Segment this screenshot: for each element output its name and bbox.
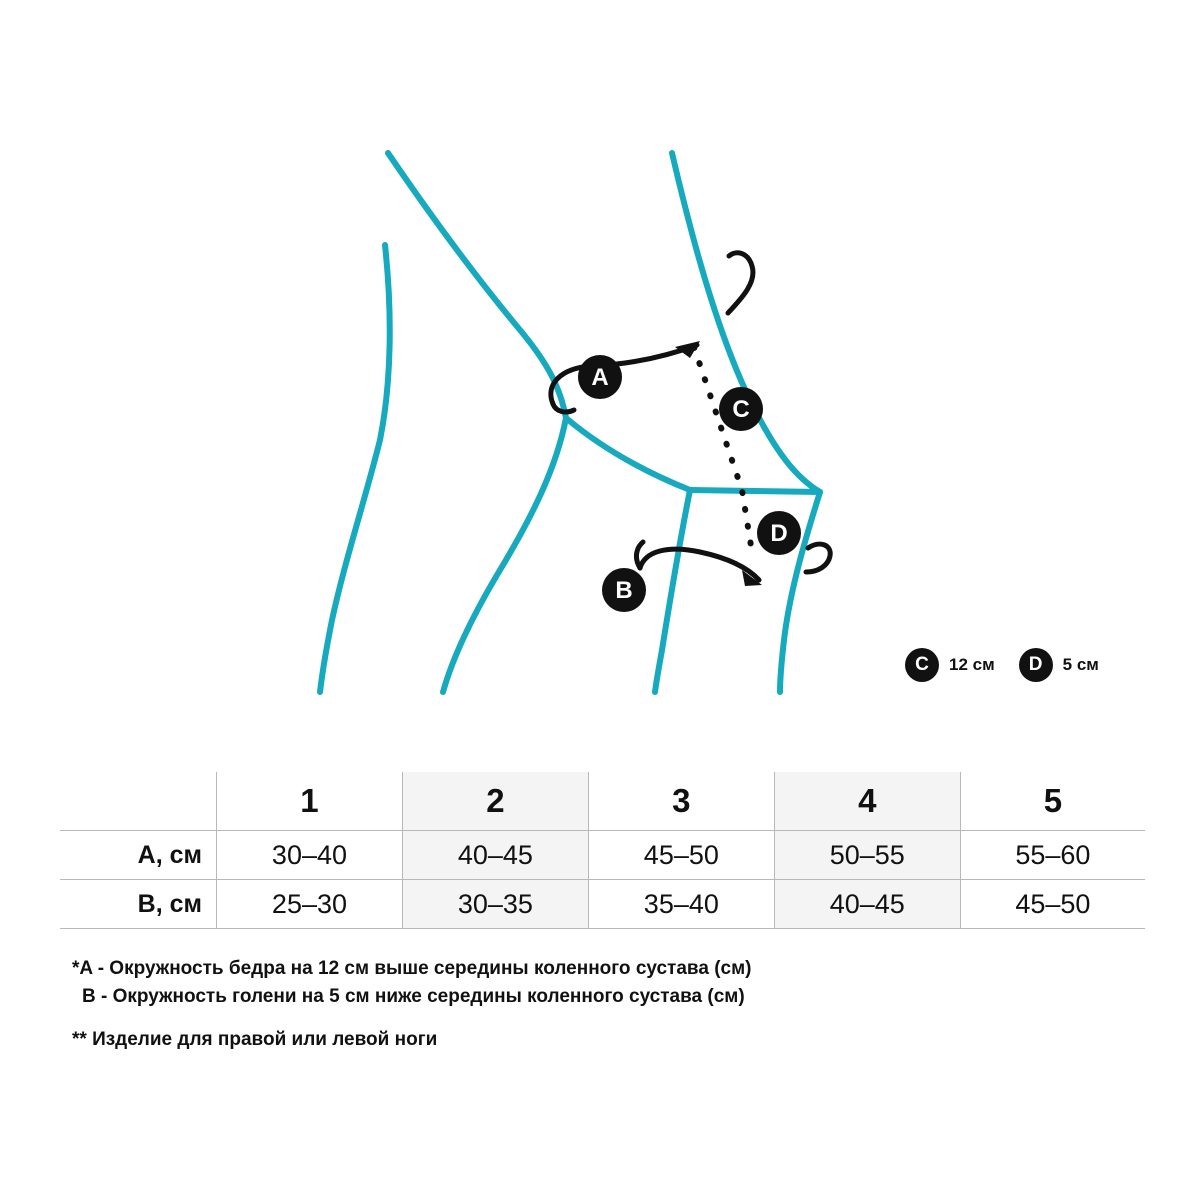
cell-b-5: 45–50: [960, 880, 1145, 929]
legend-badge-c: C: [905, 648, 939, 682]
cell-a-5: 55–60: [960, 831, 1145, 880]
table-column-header-5: 5: [960, 772, 1145, 831]
thigh-front-outline: [388, 153, 566, 418]
footnotes: [72, 955, 1132, 1054]
rotation-curl-top: [728, 253, 753, 313]
cell-b-4: 40–45: [774, 880, 960, 929]
table-row: [60, 831, 1145, 880]
marker-b: [602, 568, 646, 612]
cell-b-2: 30–35: [402, 880, 588, 929]
size-table: [60, 772, 1145, 929]
shin-front-outline: [655, 490, 690, 692]
thigh-rear-outline: [566, 418, 690, 490]
leg-upper-outline: [672, 153, 820, 492]
cell-b-3: 35–40: [588, 880, 774, 929]
cell-a-4: 50–55: [774, 831, 960, 880]
knee-line: [690, 490, 820, 492]
footnote-line-1: *A - Окружность бедра на 12 см выше середины коленного сустава (см): [72, 958, 752, 979]
footnote-spacer: [72, 1010, 1132, 1026]
marker-a: [578, 355, 622, 399]
table-column-header-3: 3: [588, 772, 774, 831]
marker-d: [757, 511, 801, 555]
row-label-b: B, см: [60, 880, 217, 929]
legend-text-c: 12 см: [949, 655, 995, 674]
leg-back-outline: [320, 245, 390, 692]
marker-a-label: A: [591, 364, 609, 391]
rotation-curl-calf: [806, 544, 830, 572]
cell-a-3: 45–50: [588, 831, 774, 880]
dotted-measure-line: [694, 347, 752, 552]
marker-c-label: C: [732, 396, 750, 423]
marker-b-label: B: [615, 577, 633, 604]
cell-a-2: 40–45: [402, 831, 588, 880]
table-header-row: [60, 772, 1145, 831]
measurement-arrow-a: [551, 345, 697, 404]
table-column-header-2: 2: [402, 772, 588, 831]
table-corner-cell: [60, 772, 217, 831]
table-column-header-4: 4: [774, 772, 960, 831]
marker-d-label: D: [770, 520, 788, 547]
legend-text-d: 5 см: [1062, 655, 1099, 674]
table-row: [60, 880, 1145, 929]
footnote-line-3: ** Изделие для правой или левой ноги: [72, 1029, 438, 1051]
legend-badge-d: D: [1019, 648, 1053, 682]
row-label-a: A, см: [60, 831, 217, 880]
measurement-arrow-b: [640, 549, 759, 580]
cell-b-1: 25–30: [217, 880, 403, 929]
footnote-line-2: B - Окружность голени на 5 см ниже середины коленного сустава (см): [82, 985, 745, 1007]
measurement-legend: [905, 648, 1113, 682]
table-column-header-1: 1: [217, 772, 403, 831]
inner-leg-outline: [443, 418, 566, 692]
cell-a-1: 30–40: [217, 831, 403, 880]
marker-c: [719, 387, 763, 431]
